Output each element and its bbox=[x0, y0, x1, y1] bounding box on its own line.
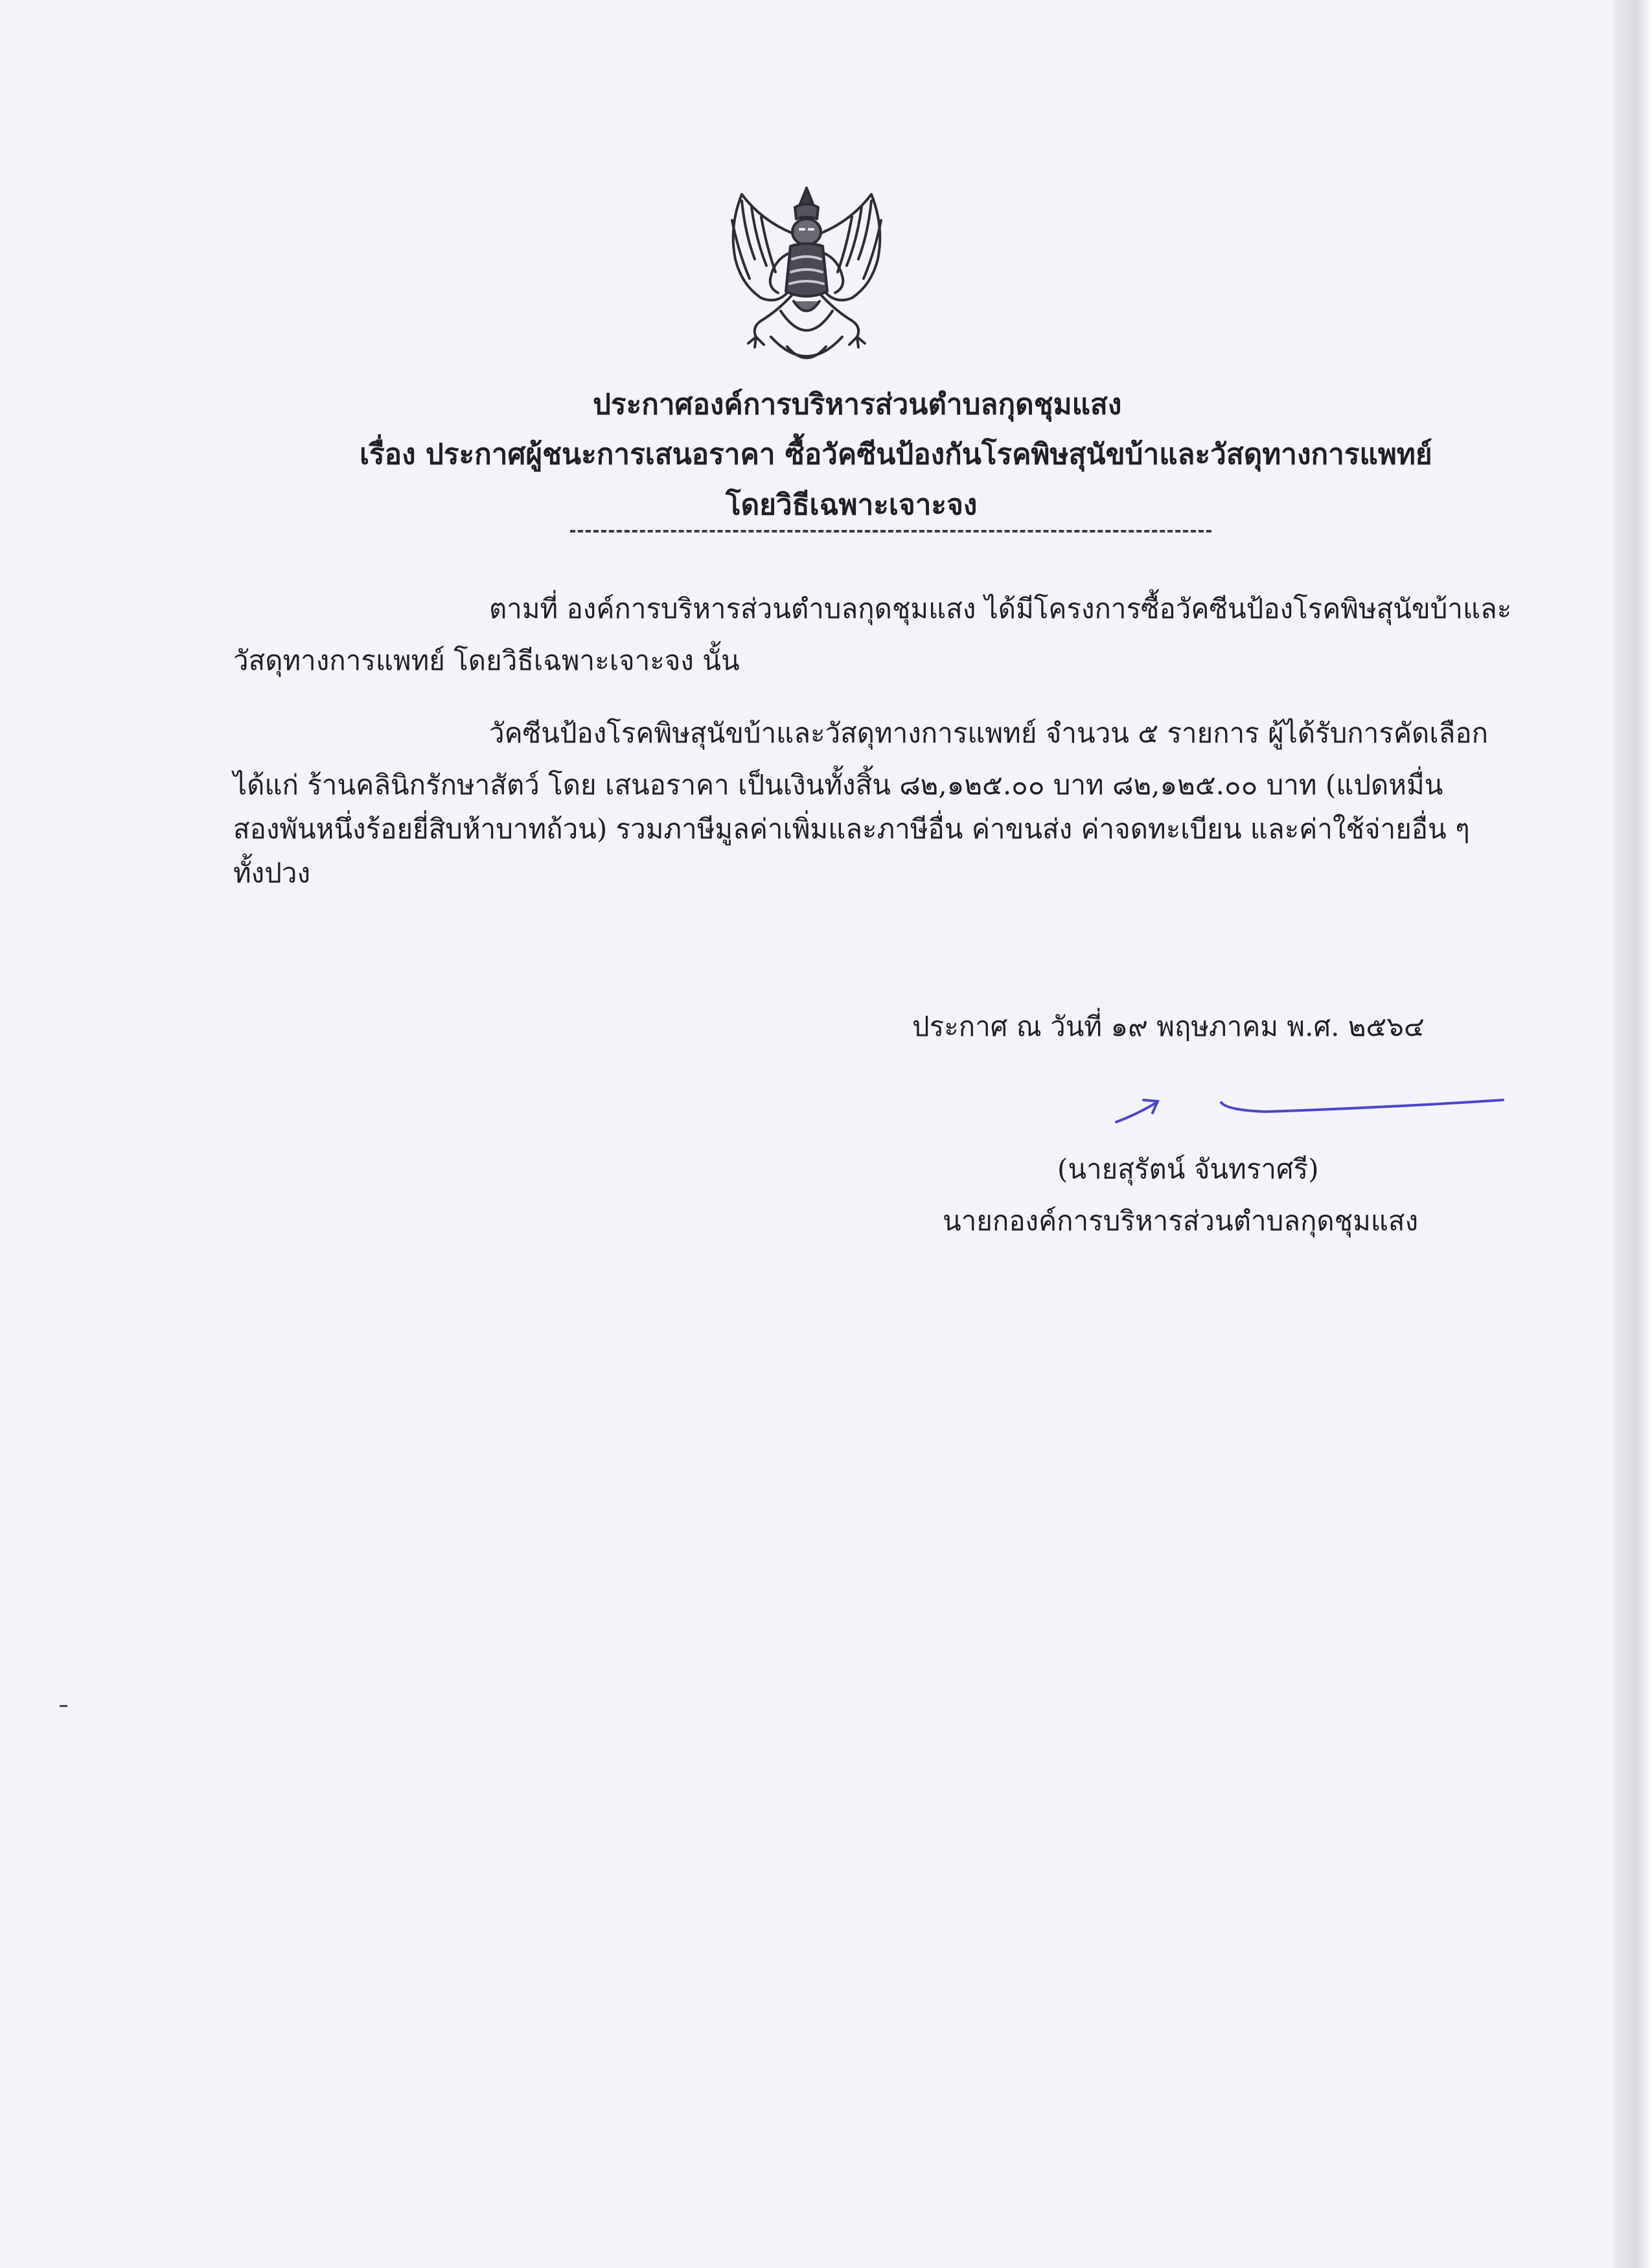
paragraph-1-line-2: วัสดุทางการแพทย์ โดยวิธีเฉพาะเจาะจง นั้น bbox=[233, 645, 740, 676]
signer-position: นายกองค์การบริหารส่วนตำบลกุดชุมแสง bbox=[943, 1205, 1419, 1237]
scan-page-edge bbox=[1613, 0, 1652, 2268]
announcement-date: ประกาศ ณ วันที่ ๑๙ พฤษภาคม พ.ศ. ๒๕๖๔ bbox=[912, 1011, 1425, 1042]
title-divider bbox=[570, 530, 1211, 533]
garuda-emblem-icon bbox=[716, 181, 897, 382]
paragraph-2-line-4: ทั้งปวง bbox=[233, 857, 310, 889]
paragraph-2-line-3: สองพันหนึ่งร้อยยี่สิบห้าบาทถ้วน) รวมภาษีมูลค่าเพิ่มและภาษีอื่น ค่าขนส่ง ค่าจดทะเบียน และค่าใช้จ่ายอื่น ๆ bbox=[233, 813, 1470, 845]
paragraph-2-line-2: ได้แก่ ร้านคลินิกรักษาสัตว์ โดย เสนอราคา เป็นเงินทั้งสิ้น ๘๒,๑๒๕.๐๐ บาท ๘๒,๑๒๕.๐๐ บาท (แปดหมื่น bbox=[233, 769, 1443, 801]
document-title: ประกาศองค์การบริหารส่วนตำบลกุดชุมแสง bbox=[593, 388, 1122, 421]
document-subject: เรื่อง ประกาศผู้ชนะการเสนอราคา ซื้อวัคซีนป้องกันโรคพิษสุนัขบ้าและวัสดุทางการแพทย์ bbox=[360, 438, 1432, 471]
paragraph-2-line-1: วัคซีนป้องโรคพิษสุนัขบ้าและวัสดุทางการแพทย์ จำนวน ๕ รายการ ผู้ได้รับการคัดเลือก bbox=[489, 717, 1489, 749]
procurement-method: โดยวิธีเฉพาะเจาะจง bbox=[726, 488, 978, 521]
paragraph-1-line-1: ตามที่ องค์การบริหารส่วนตำบลกุดชุมแสง ได้มีโครงการซื้อวัคซีนป้องโรคพิษสุนัขบ้าและ bbox=[489, 593, 1512, 624]
signer-name: (นายสุรัตน์ จันทราศรี) bbox=[1057, 1153, 1319, 1185]
scan-speck bbox=[60, 1705, 67, 1707]
handwritten-signature bbox=[1111, 1088, 1513, 1140]
